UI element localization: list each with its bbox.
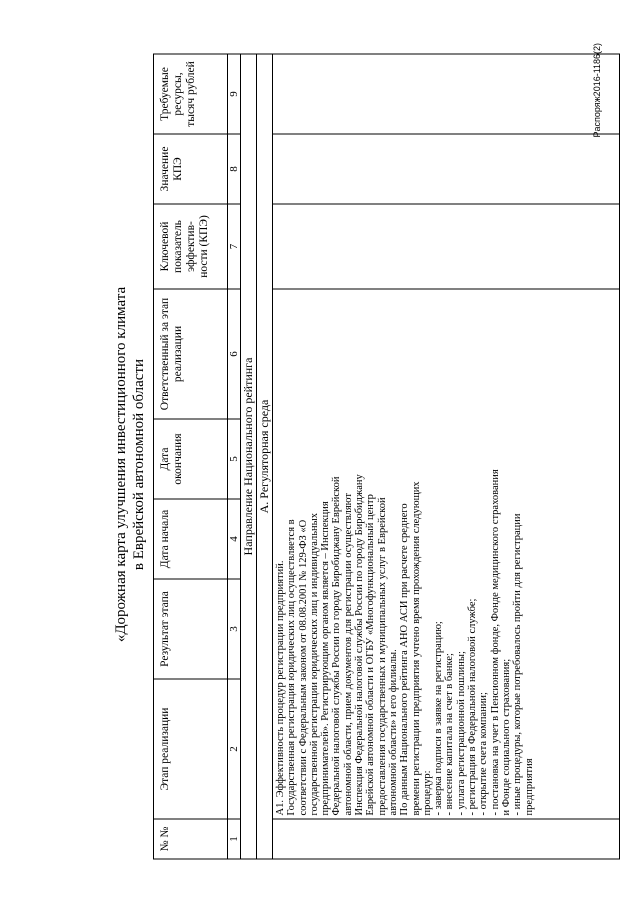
document-title-line-1: «Дорожная карта улучшения инвестиционного климата — [113, 286, 129, 643]
column-number-row — [228, 54, 241, 859]
section-title: Направление Национального рейтинга — [241, 54, 257, 859]
kpi-cell — [273, 204, 620, 289]
header-kpi: Ключевой показатель эффектив-ности (КПЭ) — [154, 204, 228, 289]
kpi-value-cell — [273, 134, 620, 204]
header-result: Результат этапа — [154, 579, 228, 679]
column-number: 1 — [228, 819, 241, 859]
header-stage: Этап реализации — [154, 679, 228, 819]
description-line: - иные процедуры, которые потребовалось пройти для регистрации — [512, 513, 524, 816]
description-line: Инспекция Федеральной налоговой службы России по городу Биробиджану — [354, 474, 366, 816]
column-number: 9 — [228, 54, 241, 134]
description-line: предприятия — [523, 758, 535, 816]
roadmap-table — [153, 54, 620, 860]
column-number: 7 — [228, 204, 241, 289]
description-line: - открытие счета компании; — [478, 692, 490, 816]
column-number: 3 — [228, 579, 241, 679]
registration-description-cell — [273, 289, 620, 819]
column-number: 2 — [228, 679, 241, 819]
description-line: предпринимателей». Регистрирующим органом является – Инспекция — [320, 501, 332, 816]
description-line: времени регистрации предприятия учтено время прохождения следующих — [410, 481, 422, 816]
table-row — [273, 54, 620, 859]
description-line: государственной регистрации юридических лиц и индивидуальных — [308, 513, 320, 816]
row-number-cell — [273, 819, 620, 859]
description-line: Федеральной налоговой службы России по городу Биробиджану Еврейской — [331, 476, 343, 816]
header-kpi-value: Значение КПЭ — [154, 134, 228, 204]
subsection-title: А. Регуляторная среда — [257, 54, 273, 859]
description-line: - постановка на учет в Пенсионном фонде, Фонде медицинского страхования — [489, 469, 501, 816]
header-responsible: Ответственный за этап реализации — [154, 289, 228, 419]
description-line: Еврейской автономной области и ОГБУ «Многофункциональный центр — [365, 494, 377, 816]
roadmap-table-wrapper — [153, 55, 620, 860]
description-line: По данным Национального рейтинга АНО АСИ при расчете среднего — [399, 503, 411, 816]
subsection-row — [257, 54, 273, 859]
column-number: 8 — [228, 134, 241, 204]
column-number: 6 — [228, 289, 241, 419]
header-row — [154, 54, 228, 859]
column-number: 5 — [228, 419, 241, 499]
description-line: автономной области» и его филиалы. — [387, 649, 399, 816]
header-number: № № — [154, 819, 228, 859]
description-line: процедур: — [421, 770, 433, 816]
description-line: соответствии с Федеральным законом от 08.08.2001 № 129-ФЗ «О — [297, 519, 309, 816]
document-code: Pacпоряж2016-1186(2) — [592, 42, 602, 138]
document-title-line-2: в Еврейской автономной области — [131, 358, 147, 571]
section-row — [241, 54, 257, 859]
description-line: Государственная регистрация юридических лиц осуществляется в — [286, 519, 298, 816]
description-line: автономной области, прием документов для регистрации осуществляют — [342, 493, 354, 816]
header-resources: Требуемые ресурсы, тысяч рублей — [154, 54, 228, 134]
description-line: - внесение капитала на счет в банке; — [444, 653, 456, 816]
description-line: и Фонде социального страхования; — [500, 658, 512, 816]
description-line: - регистрация в Федеральной налоговой службе; — [467, 598, 479, 816]
description-line: - уплата регистрационной пошлины; — [455, 651, 467, 816]
header-end-date: Дата окончания — [154, 419, 228, 499]
header-start-date: Дата начала — [154, 499, 228, 579]
description-line: - заверка подписи в заявке на регистрацию; — [433, 621, 445, 816]
column-number: 4 — [228, 499, 241, 579]
description-line: предоставления государственных и муниципальных услуг в Еврейской — [376, 497, 388, 816]
resources-cell — [273, 54, 620, 134]
description-line: А1. Эффективность процедур регистрации предприятий. — [275, 560, 286, 816]
